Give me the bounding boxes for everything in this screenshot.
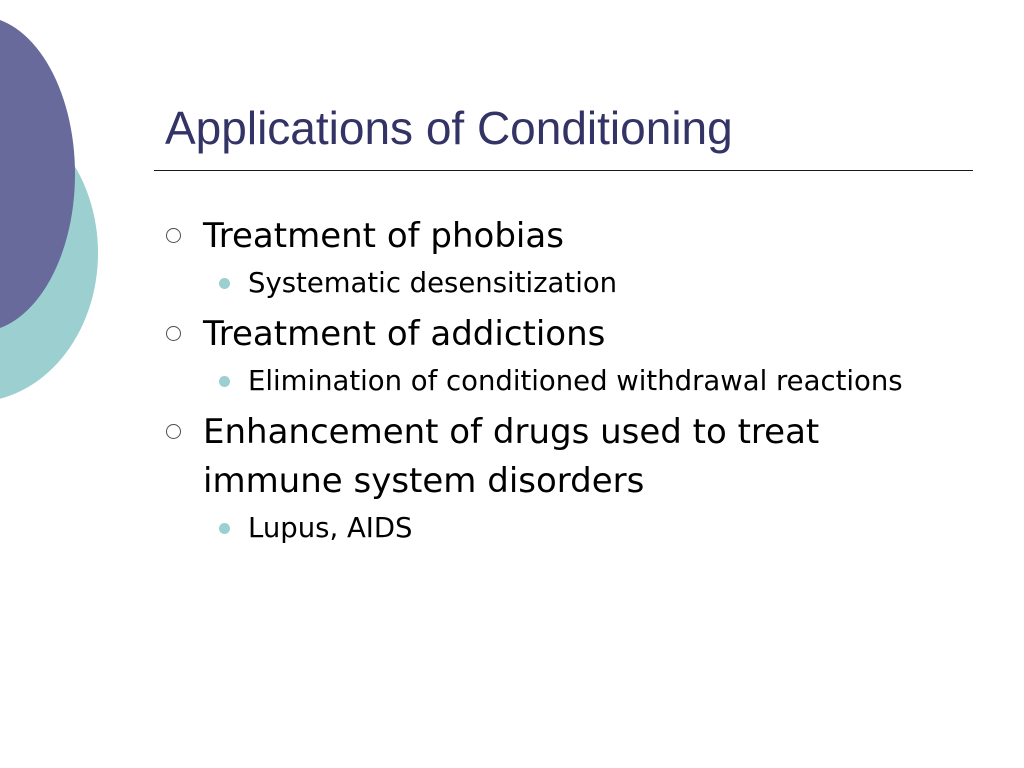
bullet-list — [166, 212, 966, 549]
bullet-item — [166, 408, 966, 506]
filled-circle-bullet-icon — [219, 376, 230, 387]
sub-bullet-text: Lupus, AIDS — [248, 512, 413, 544]
sub-bullet-item — [166, 263, 966, 304]
hollow-circle-bullet-icon — [166, 424, 181, 439]
bullet-text: Treatment of phobias — [203, 216, 564, 256]
sub-bullet-item — [166, 508, 966, 549]
filled-circle-bullet-icon — [219, 278, 230, 289]
sub-bullet-text: Elimination of conditioned withdrawal reactions — [248, 365, 903, 397]
title-divider — [154, 170, 973, 171]
bullet-text: Treatment of addictions — [203, 314, 606, 354]
filled-circle-bullet-icon — [219, 523, 230, 534]
bullet-item — [166, 212, 966, 261]
bullet-item — [166, 310, 966, 359]
sub-bullet-item — [166, 361, 966, 402]
hollow-circle-bullet-icon — [166, 326, 181, 341]
bullet-text: Enhancement of drugs used to treat immune system disorders — [203, 412, 820, 501]
slide-title: Applications of Conditioning — [165, 102, 733, 154]
sub-bullet-text: Systematic desensitization — [248, 267, 618, 299]
hollow-circle-bullet-icon — [166, 228, 181, 243]
